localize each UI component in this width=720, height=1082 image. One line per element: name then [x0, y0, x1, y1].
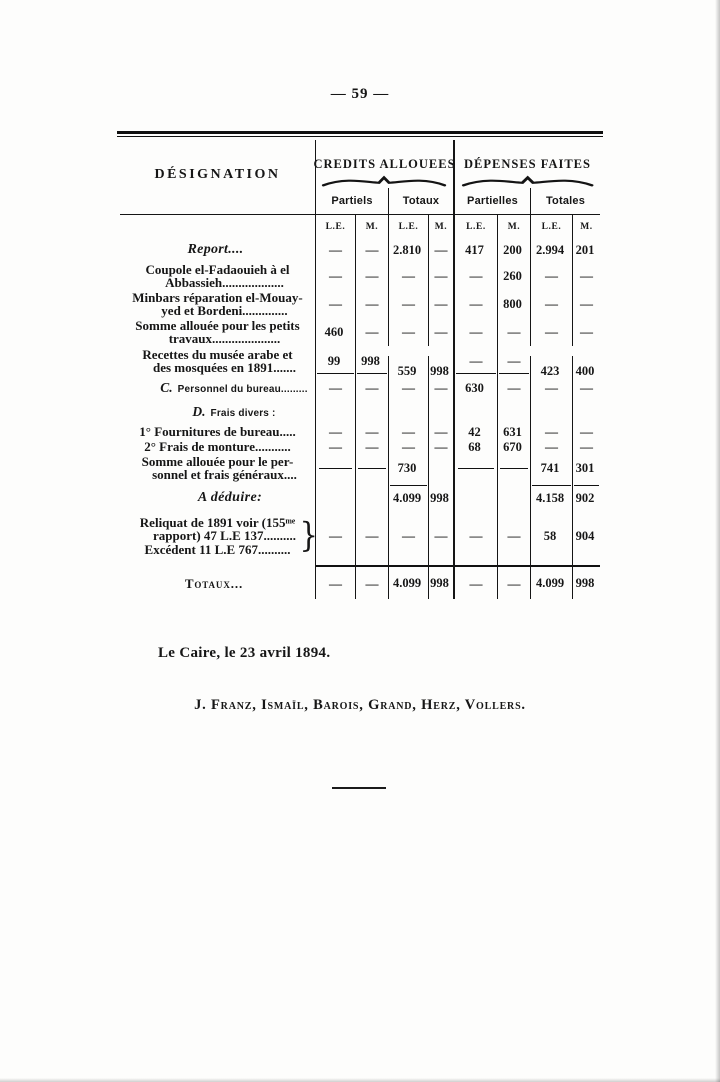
value-cell: — [428, 238, 453, 262]
value-cell [572, 400, 600, 424]
unit-header-cell: M. [572, 214, 600, 238]
value-cell: 998 [428, 483, 453, 513]
value-cell: 998 [428, 356, 453, 386]
label-line: Minbars réparation el-Mouay- [132, 289, 303, 305]
value-cell [453, 400, 497, 424]
table-top-rule [117, 131, 603, 137]
value-cell: 4.099 [388, 483, 428, 513]
value-cell: 4.099 [388, 559, 428, 599]
value-cell: — [453, 318, 497, 346]
value-cell: 800 [497, 290, 530, 318]
unit-header-cell: M. [497, 214, 530, 238]
value-cell: 58 [530, 513, 572, 559]
designation-cell [120, 513, 318, 559]
unit-header-cell: L.E. [530, 214, 572, 238]
value-cell: — [388, 318, 428, 346]
designation-cell [120, 318, 315, 346]
scan-right-edge [715, 0, 720, 1082]
value-cell: — [428, 513, 453, 559]
label-line: Report.... [187, 242, 244, 258]
section-label: Frais divers : [210, 408, 276, 419]
label-line: yed et Bordeni.............. [161, 303, 288, 318]
unit-header-cell: L.E. [388, 214, 428, 238]
label-line: sonnel et frais généraux.... [152, 467, 297, 482]
value-cell [355, 453, 388, 483]
value-cell: — [315, 290, 355, 318]
label-line: des mosquées en 1891....... [152, 360, 296, 375]
value-cell: 200 [497, 238, 530, 262]
value-cell: — [315, 559, 355, 599]
value-cell: — [428, 318, 453, 346]
designation-cell [120, 424, 315, 440]
value-cell: — [355, 290, 388, 318]
value-cell: — [315, 439, 355, 455]
value-cell: — [572, 424, 600, 440]
value-cell: — [428, 376, 453, 400]
value-cell: 417 [453, 238, 497, 262]
unit-header-cell: M. [355, 214, 388, 238]
value-cell: — [497, 318, 530, 346]
label-line: Abbassieh................... [165, 275, 284, 290]
group-credits-header [313, 140, 456, 188]
unit-header-cell: M. [428, 214, 453, 238]
table-row [120, 513, 600, 559]
value-cell: — [428, 439, 453, 455]
value-cell: — [497, 559, 530, 599]
value-cell [355, 483, 388, 513]
designation-cell [120, 453, 315, 483]
value-cell [355, 400, 388, 424]
value-cell: 741 [530, 453, 572, 483]
sum-rule [458, 468, 494, 469]
value-cell [315, 483, 355, 513]
value-cell: — [388, 376, 428, 400]
value-cell: — [530, 424, 572, 440]
value-cell [497, 483, 530, 513]
unit-header-cell: L.E. [315, 214, 355, 238]
value-cell [530, 400, 572, 424]
value-cell: 460 [315, 318, 355, 346]
designation-header: DÉSIGNATION [154, 167, 281, 182]
table-row [120, 318, 600, 346]
value-cell: 730 [388, 453, 428, 483]
label-line: travaux..................... [168, 331, 281, 346]
value-cell [453, 453, 497, 483]
value-cell [428, 400, 453, 424]
section-label: Personnel du bureau......... [177, 384, 308, 395]
designation-cell [120, 290, 315, 318]
table-body [120, 238, 600, 599]
value-cell [453, 483, 497, 513]
value-cell: — [453, 290, 497, 318]
table-row [120, 262, 600, 290]
value-cell: 99 [315, 346, 355, 376]
value-cell: — [315, 238, 355, 262]
designation-cell [120, 238, 315, 262]
value-cell: 301 [572, 453, 600, 483]
value-cell: 559 [388, 356, 428, 386]
label-line: 1° Fournitures de bureau..... [139, 424, 296, 440]
value-cell: — [355, 318, 388, 346]
group-title: DÉPENSES FAITES [464, 157, 591, 171]
value-cell [497, 400, 530, 424]
brace-glyph: } [299, 515, 318, 555]
value-cell: — [453, 513, 497, 559]
value-cell: — [355, 513, 388, 559]
value-cell: — [530, 439, 572, 455]
sum-rule [319, 468, 353, 469]
label-line: Coupole el-Fadaouieh à el [145, 261, 290, 277]
designation-cell [120, 483, 315, 513]
table-row [120, 290, 600, 318]
section-letter: D. [192, 404, 206, 419]
sum-rule [500, 468, 528, 469]
value-cell: 4.099 [530, 559, 572, 599]
value-cell: — [572, 376, 600, 400]
value-cell: — [315, 424, 355, 440]
value-cell: 68 [453, 439, 497, 455]
financial-table [120, 131, 600, 599]
value-cell: — [453, 346, 497, 376]
label-line: Recettes du musée arabe et [142, 346, 293, 362]
signatures: J. Franz, Ismaïl, Barois, Grand, Herz, Vollers. [194, 697, 526, 713]
label-line: A déduire: [197, 490, 263, 506]
value-cell: — [355, 424, 388, 440]
value-cell: — [497, 513, 530, 559]
value-cell: 630 [453, 376, 497, 400]
page-number: — 59 — [330, 86, 390, 102]
designation-cell [120, 400, 315, 424]
subcol-partiels: Partiels [315, 188, 388, 214]
value-cell: 201 [572, 238, 600, 262]
designation-underline [120, 214, 315, 238]
table-row [120, 424, 600, 439]
value-cell: 998 [428, 559, 453, 599]
section-letter: C. [160, 380, 173, 395]
value-cell: 400 [572, 356, 600, 386]
value-cell: — [497, 376, 530, 400]
label-line: Somme allouée pour le per- [141, 453, 294, 469]
value-cell: — [453, 262, 497, 290]
scan-bottom-edge [0, 1078, 720, 1082]
table-row [120, 453, 600, 483]
value-cell: — [530, 318, 572, 346]
table-header [120, 140, 600, 238]
value-cell: — [572, 290, 600, 318]
value-cell: 2.994 [530, 238, 572, 262]
table-row [120, 400, 600, 424]
value-cell: — [428, 290, 453, 318]
value-cell: 260 [497, 262, 530, 290]
value-cell [315, 400, 355, 424]
value-cell: — [355, 559, 388, 599]
table-row [120, 238, 600, 262]
value-cell: — [315, 513, 355, 559]
value-cell: — [530, 290, 572, 318]
value-cell: — [428, 424, 453, 440]
value-cell: — [315, 262, 355, 290]
value-cell: — [572, 262, 600, 290]
label-line: Reliquat de 1891 voir (155ᵐᵉ [139, 514, 296, 530]
sum-rule [358, 468, 386, 469]
value-cell: — [388, 290, 428, 318]
label-line: 2° Frais de monture........... [144, 439, 291, 455]
value-cell: 631 [497, 424, 530, 440]
dateline: Le Caire, le 23 avril 1894. [158, 645, 331, 661]
designation-cell [120, 262, 315, 290]
value-cell: — [572, 318, 600, 346]
value-cell: — [388, 439, 428, 455]
value-cell: 998 [355, 346, 388, 376]
designation-cell [120, 376, 315, 400]
value-cell [388, 400, 428, 424]
label-line: Somme allouée pour les petits [135, 317, 300, 333]
value-cell: — [530, 262, 572, 290]
label-line: rapport) 47 L.E 137.......... [153, 528, 296, 544]
label-line: Excédent 11 L.E 767.......... [144, 541, 291, 557]
value-cell: — [572, 439, 600, 455]
designation-cell [120, 559, 315, 599]
value-cell: 423 [530, 356, 572, 386]
label-line: Totaux... [184, 575, 244, 591]
label-line [158, 404, 275, 420]
value-cell: — [453, 559, 497, 599]
value-cell: 2.810 [388, 238, 428, 262]
value-cell [497, 453, 530, 483]
value-cell: 998 [572, 559, 600, 599]
group-title: CREDITS ALLOUEES [313, 157, 456, 171]
separator-rule [332, 787, 386, 789]
table-row [120, 376, 600, 400]
group-depenses-header [453, 140, 600, 188]
value-cell: 42 [453, 424, 497, 440]
value-cell: — [497, 346, 530, 376]
value-cell: — [388, 513, 428, 559]
value-cell: 670 [497, 439, 530, 455]
table-row [120, 483, 600, 513]
unit-header-cell: L.E. [453, 214, 497, 238]
value-cell: — [530, 376, 572, 400]
value-cell: — [388, 424, 428, 440]
table-row [120, 346, 600, 376]
brace-icon [321, 175, 447, 187]
table-row [120, 439, 600, 453]
label-line [126, 380, 307, 396]
value-cell: — [428, 262, 453, 290]
value-cell: 904 [572, 513, 600, 559]
table-row [120, 559, 600, 599]
value-cell: — [355, 439, 388, 455]
value-cell: 902 [572, 483, 600, 513]
value-cell: 4.158 [530, 483, 572, 513]
brace-icon [461, 175, 594, 187]
value-cell [315, 453, 355, 483]
designation-cell [120, 346, 315, 376]
value-cell: — [355, 376, 388, 400]
value-cell: — [315, 376, 355, 400]
subcol-totales: Totales [530, 188, 600, 214]
value-cell: — [355, 262, 388, 290]
subcol-totaux: Totaux [388, 188, 453, 214]
subcol-partielles: Partielles [453, 188, 530, 214]
value-cell [428, 453, 453, 483]
value-cell: — [388, 262, 428, 290]
value-cell: — [355, 238, 388, 262]
